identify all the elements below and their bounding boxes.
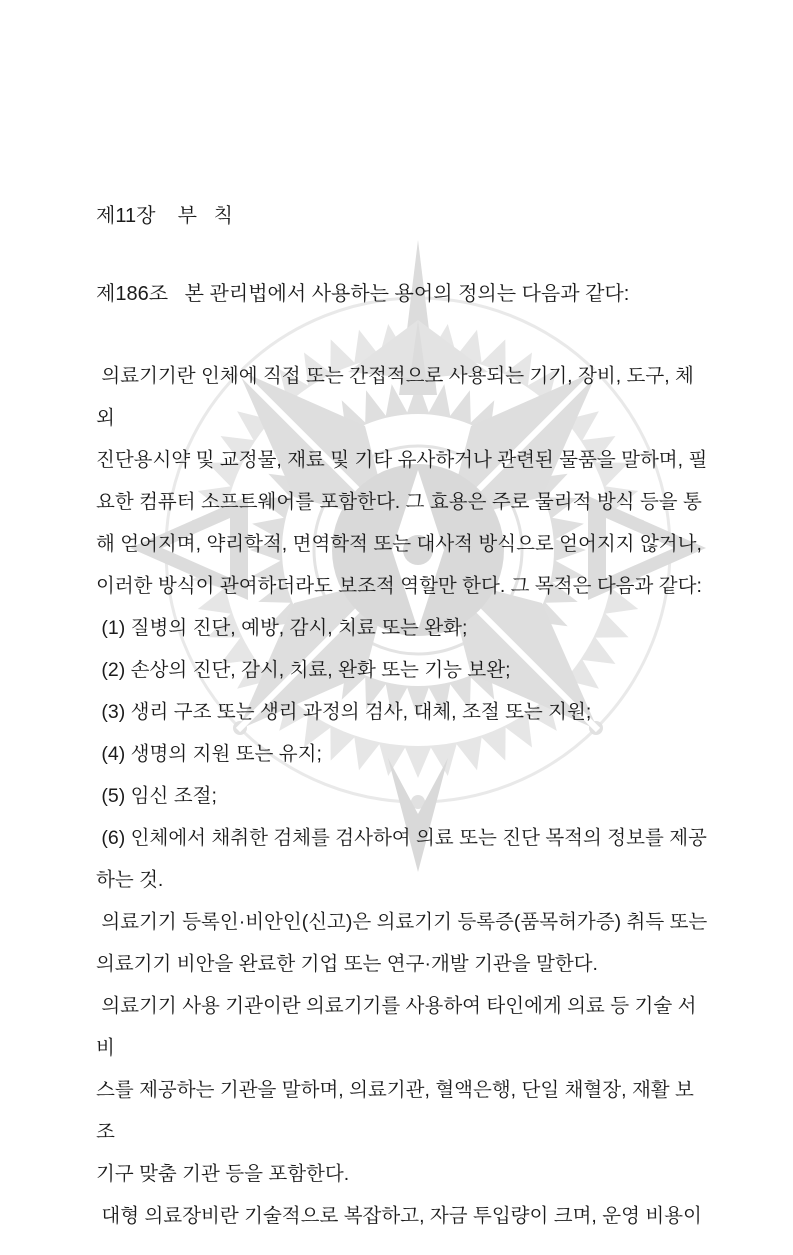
paragraph: [96, 691, 712, 733]
body-line: 의료기기 비안을 완료한 기업 또는 연구·개발 기관을 말한다.: [96, 953, 598, 975]
body-line: (3) 생리 구조 또는 생리 과정의 검사, 대체, 조절 또는 지원;: [96, 701, 592, 723]
paragraph: [96, 985, 712, 1195]
body-line: (6) 인체에서 채취한 검체를 검사하여 의료 또는 진단 목적의 정보를 제공: [96, 827, 707, 849]
paragraph: [96, 1195, 712, 1237]
paragraph: [96, 775, 712, 817]
paragraph: [96, 649, 712, 691]
body-line: (4) 생명의 지원 또는 유지;: [96, 743, 322, 765]
document-body: [96, 355, 712, 1237]
document-page: [96, 159, 712, 1255]
paragraph: [96, 607, 712, 649]
body-line: 의료기기 등록인·비안인(신고)은 의료기기 등록증(품목허가증) 취득 또는: [96, 911, 708, 933]
body-line: 이러한 방식이 관여하더라도 보조적 역할만 한다. 그 목적은 다음과 같다:: [96, 575, 702, 597]
body-line: (5) 임신 조절;: [96, 785, 217, 807]
paragraph: [96, 901, 712, 985]
body-line: 해 얻어지며, 약리학적, 면역학적 또는 대사적 방식으로 얻어지지 않거나,: [96, 533, 702, 555]
body-line: 요한 컴퓨터 소프트웨어를 포함한다. 그 효용은 주로 물리적 방식 등을 통: [96, 491, 702, 513]
body-line: (1) 질병의 진단, 예방, 감시, 치료 또는 완화;: [96, 617, 468, 639]
body-line: 대형 의료장비란 기술적으로 복잡하고, 자금 투입량이 크며, 운영 비용이: [96, 1205, 702, 1227]
article-heading: 제186조 본 관리법에서 사용하는 용어의 정의는 다음과 같다:: [96, 283, 630, 305]
body-line: 하는 것.: [96, 869, 164, 891]
paragraph: [96, 817, 712, 901]
body-line: 의료기기 사용 기관이란 의료기기를 사용하여 타인에게 의료 등 기술 서비: [96, 995, 697, 1059]
body-line: 진단용시약 및 교정물, 재료 및 기타 유사하거나 관련된 물품을 말하며, 필: [96, 449, 708, 471]
body-line: 의료기기란 인체에 직접 또는 간접적으로 사용되는 기기, 장비, 도구, 체외: [96, 365, 694, 429]
body-line: 스를 제공하는 기관을 말하며, 의료기관, 혈액은행, 단일 채혈장, 재활 보조: [96, 1079, 694, 1143]
paragraph: [96, 733, 712, 775]
chapter-heading: 제11장 부 칙: [96, 205, 233, 227]
body-line: (2) 손상의 진단, 감시, 치료, 완화 또는 기능 보완;: [96, 659, 511, 681]
body-line: 기구 맞춤 기관 등을 포함한다.: [96, 1163, 350, 1185]
paragraph: [96, 355, 712, 607]
